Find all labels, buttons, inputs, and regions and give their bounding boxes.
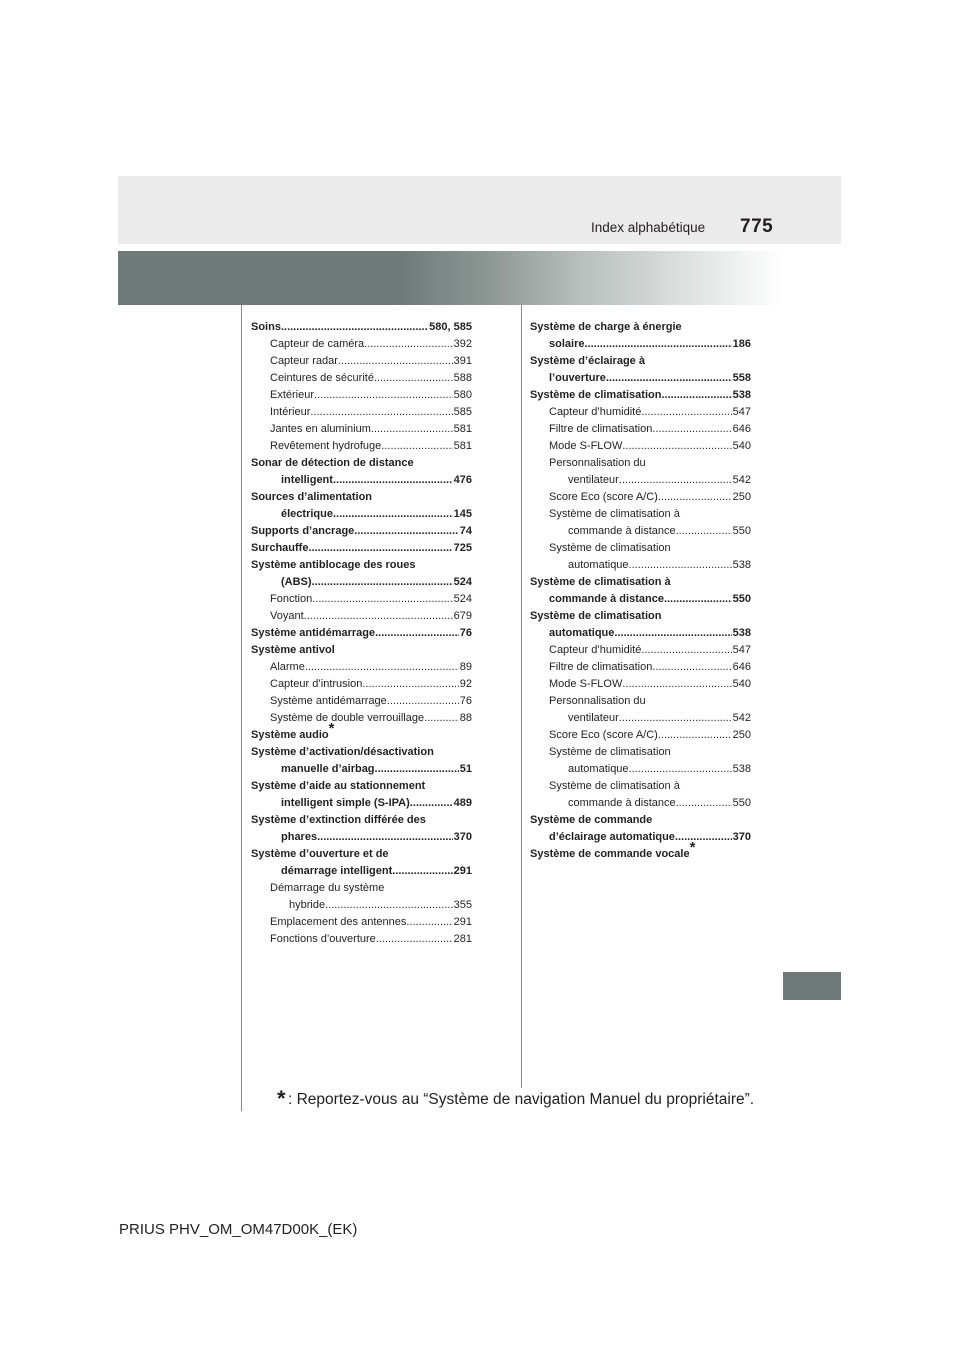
- index-entry-term: Système antidémarrage: [251, 627, 376, 639]
- page-reference: 88: [459, 712, 472, 724]
- index-entry: [251, 506, 472, 523]
- page-reference: 76: [459, 695, 472, 707]
- page-reference: 51: [459, 763, 472, 775]
- dot-leader: [606, 370, 732, 387]
- page-reference: 585: [453, 406, 472, 418]
- page-reference: 547: [732, 406, 751, 418]
- page-reference: 370: [732, 831, 751, 843]
- page-reference: 558: [732, 372, 751, 384]
- index-entry: [251, 336, 472, 353]
- index-entry-term: automatique: [568, 559, 629, 571]
- page-title: Index alphabétique: [591, 220, 706, 235]
- dot-leader: [371, 421, 453, 438]
- index-entry-term: Ceintures de sécurité: [270, 372, 374, 384]
- index-entry: [251, 523, 472, 540]
- header-bar: [118, 176, 841, 244]
- index-entry: [251, 693, 472, 710]
- index-entry: [530, 438, 751, 455]
- page-reference: 538: [732, 389, 751, 401]
- index-entry-term: Capteur radar: [270, 355, 338, 367]
- index-entry: [530, 353, 751, 370]
- index-entry-term: automatique: [549, 627, 615, 639]
- index-entry-term: hybride: [289, 899, 326, 911]
- document-code: PRIUS PHV_OM_OM47D00K_(EK): [119, 1221, 358, 1238]
- asterisk-mark: *: [328, 720, 335, 737]
- index-entry-term: Score Eco (score A/C): [549, 491, 658, 503]
- page-reference: 476: [453, 474, 472, 486]
- dot-leader: [310, 404, 452, 421]
- page-number: 775: [740, 216, 774, 237]
- index-entry: [530, 404, 751, 421]
- index-entry-term: Alarme: [270, 661, 305, 673]
- page-reference: 392: [453, 338, 472, 350]
- index-entry: [251, 880, 472, 897]
- index-entry: [530, 506, 751, 523]
- page-reference: 250: [732, 491, 751, 503]
- page-reference: 542: [732, 474, 751, 486]
- index-entry: [530, 727, 751, 744]
- index-entry: [251, 574, 472, 591]
- page-reference: 538: [732, 763, 751, 775]
- index-entry: [251, 897, 472, 914]
- dot-leader: [676, 523, 732, 540]
- index-entry-term: solaire: [549, 338, 585, 350]
- dot-leader: [364, 336, 452, 353]
- index-entry: [251, 914, 472, 931]
- index-entry: [251, 795, 472, 812]
- page-reference: 550: [732, 525, 751, 537]
- index-entry: [251, 812, 472, 829]
- index-entry-term: Capteur de caméra: [270, 338, 365, 350]
- index-entry-term: Sonar de détection de distance: [251, 457, 414, 469]
- index-entry: [251, 404, 472, 421]
- dot-leader: [333, 472, 453, 489]
- index-entry: [251, 710, 472, 727]
- index-entry: [251, 863, 472, 880]
- index-entry: [251, 370, 472, 387]
- asterisk-mark: *: [689, 839, 696, 856]
- page-reference: 679: [453, 610, 472, 622]
- dot-leader: [374, 370, 453, 387]
- page-reference: 550: [732, 593, 751, 605]
- index-entry: [251, 438, 472, 455]
- index-entry-term: Système d’éclairage à: [530, 355, 645, 367]
- index-entry: [251, 778, 472, 795]
- page-reference: 391: [453, 355, 472, 367]
- dot-leader: [410, 795, 453, 812]
- index-entry: [251, 387, 472, 404]
- page-reference: 538: [732, 559, 751, 571]
- index-entry-term: Mode S-FLOW: [549, 440, 623, 452]
- index-entry-term: intelligent simple (S-IPA): [281, 797, 410, 809]
- index-entry: [251, 353, 472, 370]
- index-entry: [530, 710, 751, 727]
- dot-leader: [614, 625, 731, 642]
- index-entry-term: Voyant: [270, 610, 304, 622]
- index-entry-term: manuelle d’airbag: [281, 763, 375, 775]
- page-reference: 547: [732, 644, 751, 656]
- index-entry: [251, 540, 472, 557]
- dot-leader: [333, 506, 453, 523]
- dot-leader: [338, 353, 453, 370]
- index-entry-term: Capteur d’humidité: [549, 644, 642, 656]
- index-entry: [530, 421, 751, 438]
- dot-leader: [305, 659, 459, 676]
- index-entry: [251, 455, 472, 472]
- index-entry: [530, 676, 751, 693]
- footnote-asterisk: *: [277, 1086, 286, 1111]
- dot-leader: [325, 897, 453, 914]
- index-entry-term: Système de commande vocale: [530, 848, 690, 860]
- dot-leader: [354, 523, 458, 540]
- page-reference: 580, 585: [429, 321, 472, 333]
- page-reference: 646: [732, 423, 751, 435]
- index-entry-term: Surchauffe: [251, 542, 309, 554]
- dot-leader: [376, 931, 453, 948]
- index-entry: [530, 795, 751, 812]
- index-entry: [530, 455, 751, 472]
- index-entry: [251, 319, 472, 336]
- index-entry-term: Fonctions d’ouverture: [270, 933, 376, 945]
- index-entry-term: intelligent: [281, 474, 333, 486]
- dot-leader: [641, 404, 731, 421]
- dot-leader: [658, 727, 732, 744]
- page-reference: 524: [453, 576, 472, 588]
- index-entry: [530, 659, 751, 676]
- index-entry: [530, 778, 751, 795]
- index-entry-term: automatique: [568, 763, 629, 775]
- index-entry-term: Système de climatisation: [530, 389, 662, 401]
- page-reference: 581: [453, 440, 472, 452]
- dot-leader: [281, 319, 428, 336]
- index-entry-term: Extérieur: [270, 389, 315, 401]
- index-entry-term: Personnalisation du: [549, 457, 646, 469]
- index-entry: [251, 744, 472, 761]
- index-entry-term: Filtre de climatisation: [549, 661, 653, 673]
- index-entry-term: Emplacement des antennes: [270, 916, 407, 928]
- index-entry: [251, 829, 472, 846]
- dot-leader: [392, 863, 452, 880]
- index-entry-term: Système de climatisation: [549, 746, 671, 758]
- index-entry: [251, 625, 472, 642]
- index-entry-term: Système antivol: [251, 644, 335, 656]
- index-entry-term: (ABS): [281, 576, 312, 588]
- index-entry: [530, 370, 751, 387]
- index-entry-term: d’éclairage automatique: [549, 831, 675, 843]
- index-entry-term: l’ouverture: [549, 372, 606, 384]
- index-entry: [251, 489, 472, 506]
- page-reference: 74: [459, 525, 472, 537]
- dot-leader: [381, 438, 452, 455]
- index-entry: [530, 557, 751, 574]
- index-entry: [251, 591, 472, 608]
- page-reference: 588: [453, 372, 472, 384]
- index-entry: [251, 659, 472, 676]
- index-entry-term: Système audio: [251, 729, 329, 741]
- index-entry: [530, 693, 751, 710]
- page-reference: 540: [732, 440, 751, 452]
- dot-leader: [304, 608, 453, 625]
- page-reference: 250: [732, 729, 751, 741]
- index-entry-term: Système de climatisation à: [549, 508, 680, 520]
- page-reference: 725: [453, 542, 472, 554]
- index-entry-term: ventilateur: [568, 712, 619, 724]
- page-reference: 145: [453, 508, 472, 520]
- index-entry-term: Système d’activation/désactivation: [251, 746, 434, 758]
- index-entry-term: Filtre de climatisation: [549, 423, 653, 435]
- index-entry-term: Intérieur: [270, 406, 311, 418]
- page-reference: 291: [453, 865, 472, 877]
- index-entry: [530, 829, 751, 846]
- index-entry-term: Système d’extinction différée des: [251, 814, 426, 826]
- dot-leader: [652, 659, 731, 676]
- page-reference: 291: [453, 916, 472, 928]
- dot-leader: [622, 676, 731, 693]
- index-entry: [251, 421, 472, 438]
- dot-leader: [619, 472, 732, 489]
- dot-leader: [312, 574, 453, 591]
- page-reference: 92: [459, 678, 472, 690]
- index-entry: [530, 540, 751, 557]
- dot-leader: [619, 710, 732, 727]
- page-reference: 581: [453, 423, 472, 435]
- index-entry-term: Capteur d’intrusion: [270, 678, 363, 690]
- dot-leader: [664, 591, 732, 608]
- index-entry: [530, 744, 751, 761]
- dot-leader: [584, 336, 731, 353]
- index-entry: [530, 489, 751, 506]
- page-reference: 89: [459, 661, 472, 673]
- dot-leader: [652, 421, 731, 438]
- page-reference: 355: [453, 899, 472, 911]
- index-entry: [251, 676, 472, 693]
- index-column-right: [530, 319, 751, 863]
- index-entry: [530, 761, 751, 778]
- page-reference: 281: [453, 933, 472, 945]
- dot-leader: [312, 591, 452, 608]
- index-entry: [530, 574, 751, 591]
- index-entry-term: phares: [281, 831, 318, 843]
- dot-leader: [661, 387, 731, 404]
- index-entry-term: Système de climatisation: [530, 610, 662, 622]
- page-reference: 538: [732, 627, 751, 639]
- index-entry: [251, 846, 472, 863]
- page-reference: 542: [732, 712, 751, 724]
- page-reference: 186: [732, 338, 751, 350]
- index-entry-term: Système d’aide au stationnement: [251, 780, 426, 792]
- index-entry-term: Système de climatisation à: [530, 576, 671, 588]
- index-entry-term: électrique: [281, 508, 333, 520]
- index-entry-term: Jantes en aluminium: [270, 423, 371, 435]
- dot-leader: [375, 761, 459, 778]
- index-column-left: [251, 319, 472, 948]
- column-divider-left: [241, 305, 242, 1111]
- dot-leader: [675, 829, 732, 846]
- dot-leader: [375, 625, 459, 642]
- column-divider-middle: [521, 305, 522, 1088]
- index-entry-term: démarrage intelligent: [281, 865, 393, 877]
- index-entry-term: Sources d’alimentation: [251, 491, 373, 503]
- page-reference: 489: [453, 797, 472, 809]
- dot-leader: [314, 387, 453, 404]
- index-entry: [251, 931, 472, 948]
- index-entry-term: Système antidémarrage: [270, 695, 387, 707]
- index-entry-term: Système de double verrouillage: [270, 712, 425, 724]
- index-entry: [251, 608, 472, 625]
- index-entry-term: Système de charge à énergie: [530, 321, 682, 333]
- index-entry: [251, 720, 472, 744]
- page-reference: 370: [453, 831, 472, 843]
- index-entry-term: Système de climatisation à: [549, 780, 680, 792]
- dot-leader: [406, 914, 452, 931]
- index-entry: [530, 625, 751, 642]
- dot-leader: [641, 642, 731, 659]
- index-entry-term: commande à distance: [549, 593, 664, 605]
- index-entry: [530, 336, 751, 353]
- index-entry: [530, 812, 751, 829]
- dot-leader: [424, 710, 459, 727]
- dot-leader: [317, 829, 453, 846]
- page-reference: 76: [459, 627, 472, 639]
- index-entry-term: Soins: [251, 321, 281, 333]
- index-entry-term: Revêtement hydrofuge: [270, 440, 382, 452]
- dot-leader: [308, 540, 452, 557]
- index-entry-term: Supports d’ancrage: [251, 525, 355, 537]
- index-entry-term: Système d’ouverture et de: [251, 848, 389, 860]
- header-gradient-band: [118, 251, 783, 305]
- index-entry-term: ventilateur: [568, 474, 619, 486]
- index-entry: [251, 642, 472, 659]
- dot-leader: [622, 438, 731, 455]
- dot-leader: [629, 557, 732, 574]
- index-entry: [530, 387, 751, 404]
- index-entry-term: Système de climatisation: [549, 542, 671, 554]
- index-entry: [530, 608, 751, 625]
- index-entry: [530, 591, 751, 608]
- index-entry: [530, 472, 751, 489]
- index-entry-term: Système antiblocage des roues: [251, 559, 416, 571]
- footnote-text: : Reportez-vous au “Système de navigation Manuel du propriétaire”.: [288, 1091, 755, 1108]
- index-entry-term: commande à distance: [568, 797, 676, 809]
- index-entry: [530, 642, 751, 659]
- dot-leader: [658, 489, 732, 506]
- index-entry: [251, 761, 472, 778]
- index-entry: [530, 839, 751, 863]
- index-entry-term: Fonction: [270, 593, 313, 605]
- index-entry-term: Personnalisation du: [549, 695, 646, 707]
- index-entry-term: Capteur d’humidité: [549, 406, 642, 418]
- dot-leader: [676, 795, 732, 812]
- section-tab: [783, 972, 841, 1000]
- index-entry: [530, 523, 751, 540]
- dot-leader: [387, 693, 459, 710]
- index-entry-term: Score Eco (score A/C): [549, 729, 658, 741]
- dot-leader: [629, 761, 732, 778]
- index-entry-term: Système de commande: [530, 814, 653, 826]
- index-entry: [251, 472, 472, 489]
- page-reference: 580: [453, 389, 472, 401]
- index-entry: [251, 557, 472, 574]
- page-reference: 524: [453, 593, 472, 605]
- page-reference: 540: [732, 678, 751, 690]
- dot-leader: [362, 676, 458, 693]
- page-reference: 550: [732, 797, 751, 809]
- index-entry-term: commande à distance: [568, 525, 676, 537]
- index-entry-term: Démarrage du système: [270, 882, 385, 894]
- page-reference: 646: [732, 661, 751, 673]
- index-entry-term: Mode S-FLOW: [549, 678, 623, 690]
- index-entry: [530, 319, 751, 336]
